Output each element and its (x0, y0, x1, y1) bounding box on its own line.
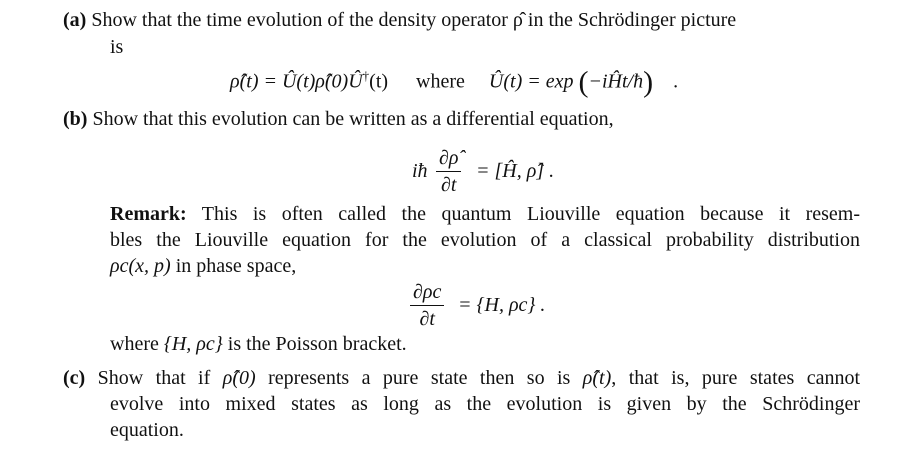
part-c-line3: equation. (110, 419, 184, 441)
where-text: where (110, 333, 159, 355)
part-c-rho-0: ρ̂(0) (222, 367, 256, 389)
where-poisson-bracket: {H, ρc} (163, 333, 223, 355)
part-c-line1 (63, 366, 860, 390)
part-c-text-c: , that is, pure states cannot (611, 367, 861, 389)
part-a-text-1: Show that the time evolution of the density operator ρ̂ in the Schrödinger picture (91, 9, 737, 31)
part-c-rho-t: ρ̂(t) (582, 367, 612, 389)
eq-b1-prefix: iħ (412, 160, 428, 182)
remark-rho-c: ρc(x, p) (110, 255, 171, 277)
part-c-label: (c) (63, 367, 86, 389)
eq-a-lhs-tail: (t) (369, 70, 389, 93)
part-b-label: (b) (63, 108, 88, 130)
eq-a-lhs: ρ̂(t) = Û(t)ρ̂(0)Û (230, 70, 363, 93)
eq-b2-fraction-bar (410, 305, 444, 306)
where-tail: is the Poisson bracket. (227, 333, 407, 355)
remark-label: Remark: (110, 203, 187, 225)
eq-b2-numerator: ∂ρc (413, 281, 442, 303)
eq-b2-denominator: ∂t (419, 308, 435, 330)
eq-b2-rhs: = {H, ρc} . (458, 294, 546, 316)
part-c-text-b: represents a pure state then so is (268, 367, 571, 389)
eq-b1-denominator: ∂t (441, 174, 457, 196)
part-c-text-a: Show that if (97, 367, 211, 389)
eq-a-where: where (416, 70, 465, 93)
eq-a-rhs-inner: −iĤt/ħ (588, 70, 644, 93)
remark-text-3: in phase space, (175, 255, 297, 277)
remark-line1 (110, 202, 860, 226)
where-line (110, 332, 407, 356)
eq-b1-rhs: = [Ĥ, ρ̂] . (476, 160, 555, 182)
eq-a-period: . (673, 70, 679, 93)
eq-a-close-paren: ) (643, 65, 654, 99)
remark-text-1: This is often called the quantum Liouville equation because it resem- (201, 203, 861, 225)
remark-line2: bles the Liouville equation for the evolution of a classical probability distribution (110, 229, 860, 251)
eq-a-open-paren: ( (578, 65, 589, 99)
remark-line3 (110, 254, 296, 278)
eq-b1-fraction (436, 146, 461, 197)
part-c-line2: evolve into mixed states as long as the evolution is given by the Schrödinger (110, 393, 860, 415)
eq-a-rhs-prefix: Û(t) = exp (488, 70, 574, 93)
part-b-line1 (63, 107, 614, 131)
part-a-line2: is (110, 36, 124, 58)
eq-b1-fraction-bar (436, 171, 461, 172)
part-b-text-1: Show that this evolution can be written as a differential equation, (92, 108, 614, 130)
part-a-line1 (63, 8, 863, 32)
eq-b2-fraction (410, 280, 444, 331)
eq-b1-numerator: ∂ρ̂ (439, 147, 459, 169)
part-a-label: (a) (63, 9, 87, 31)
eq-a-dagger: † (362, 68, 370, 83)
part-a-equation (230, 64, 679, 99)
